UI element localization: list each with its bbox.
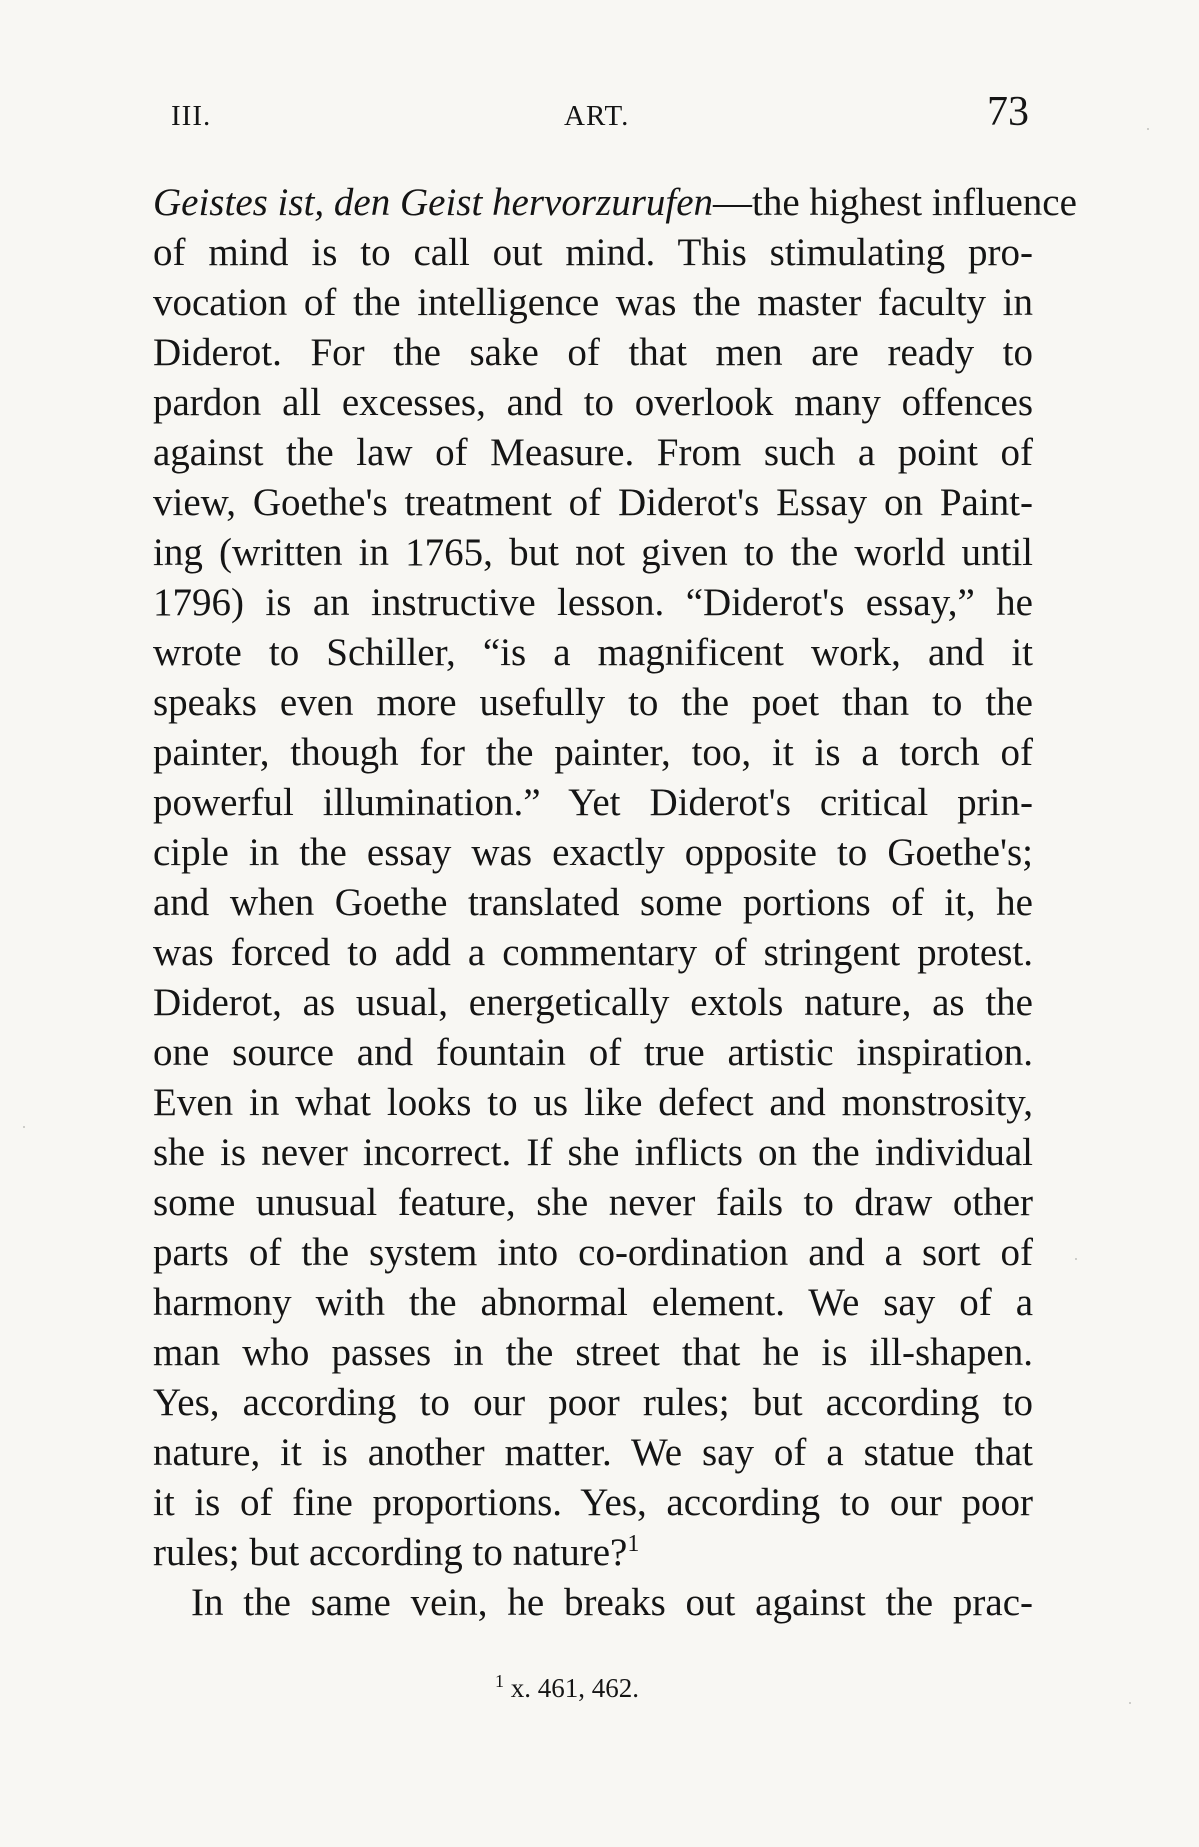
text-line [153,1028,1033,1078]
text-line [153,978,1033,1028]
line-text: man who passes in the street that he is ill-shapen. [153,1331,1033,1374]
page-number: 73 [987,89,1029,135]
text-line [153,528,1033,578]
text-line [153,1278,1033,1328]
text-line [153,928,1033,978]
text-line [153,478,1033,528]
line-text: Diderot. For the sake of that men are ready to [153,331,1033,374]
text-line [153,178,1077,228]
line-text: powerful illumination.” Yet Diderot's critical prin- [153,781,1033,824]
line-text: rules; but according to nature? [153,1531,628,1574]
footnote-mark: 1 [495,1671,504,1691]
footnote [495,1671,639,1704]
line-text: ing (written in 1765, but not given to the world until [153,531,1033,574]
line-text: of mind is to call out mind. This stimulating pro- [153,231,1033,274]
line-text: Yes, according to our poor rules; but according to [153,1381,1033,1424]
text-line [153,378,1033,428]
line-text: Diderot, as usual, energetically extols nature, as the [153,981,1033,1024]
line-text: In the same vein, he breaks out against the prac- [191,1581,1033,1624]
text-line [153,1328,1033,1378]
line-text: and when Goethe translated some portions of it, he [153,881,1033,924]
line-text: pardon all excesses, and to overlook many offences [153,381,1033,424]
line-text: Even in what looks to us like defect and monstrosity, [153,1081,1033,1124]
line-text: painter, though for the painter, too, it is a torch of [153,731,1033,774]
text-line [153,578,1033,628]
paper-speck [23,1126,25,1128]
line-text: nature, it is another matter. We say of a statue that [153,1431,1033,1474]
line-text: harmony with the abnormal element. We say of a [153,1281,1033,1324]
text-line [153,628,1033,678]
line-text: parts of the system into co-ordination and a sort of [153,1231,1033,1274]
text-line [153,1478,1033,1528]
text-line [153,828,1033,878]
text-line [153,278,1033,328]
line-text: vocation of the intelligence was the master faculty in [153,281,1033,324]
line-text: she is never incorrect. If she inflicts on the individual [153,1131,1033,1174]
text-line [153,1078,1033,1128]
text-line [153,678,1033,728]
text-line [153,1528,1033,1578]
text-line [153,328,1033,378]
text-line [153,1128,1033,1178]
line-text: it is of fine proportions. Yes, according to our poor [153,1481,1033,1524]
body-text [153,178,1077,1628]
text-line [153,1178,1033,1228]
line-text: was forced to add a commentary of stringent protest. [153,931,1033,974]
text-line [153,778,1033,828]
footnote-reference: 1 [627,1531,640,1557]
line-text: speaks even more usefully to the poet than to the [153,681,1033,724]
line-text: wrote to Schiller, “is a magnificent work, and it [153,631,1033,674]
text-line [153,228,1033,278]
running-title: ART. [564,100,630,132]
line-text: 1796) is an instructive lesson. “Diderot's essay,” he [153,581,1033,624]
text-line [153,1378,1033,1428]
running-header [171,88,1029,148]
line-text: one source and fountain of true artistic inspiration. [153,1031,1033,1074]
line-text: against the law of Measure. From such a point of [153,431,1033,474]
text-line [153,1228,1033,1278]
text-line [153,1578,1033,1628]
section-number: III. [171,100,212,132]
line-text: ciple in the essay was exactly opposite to Goethe's; [153,831,1033,874]
line-text: some unusual feature, she never fails to draw other [153,1181,1033,1224]
paper-speck [1129,1702,1131,1704]
paper-speck [1075,1258,1077,1260]
text-line [153,728,1033,778]
italic-text: Geistes ist, den Geist hervorzurufen [153,181,714,224]
line-text: —the highest influence [713,181,1077,224]
text-line [153,878,1033,928]
line-text: view, Goethe's treatment of Diderot's Essay on Paint- [153,481,1033,524]
paper-speck [1147,128,1149,130]
text-line [153,1428,1033,1478]
text-line [153,428,1033,478]
footnote-text: x. 461, 462. [510,1673,639,1703]
